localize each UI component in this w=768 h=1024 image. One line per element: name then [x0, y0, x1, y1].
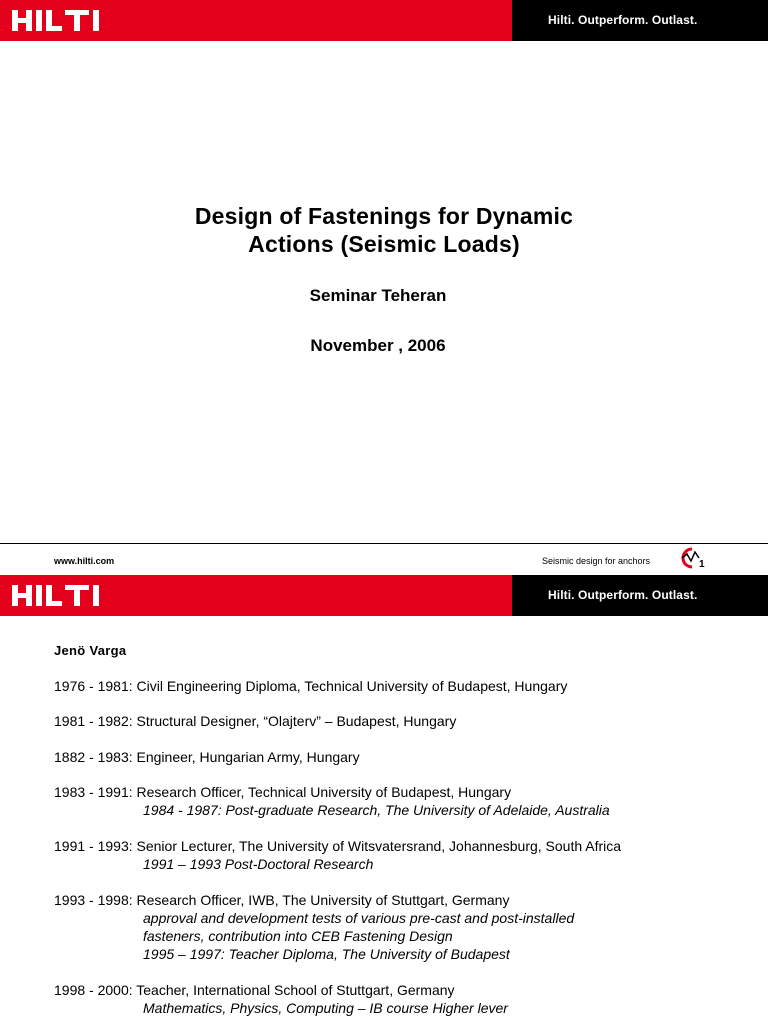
footer-divider: [0, 543, 768, 544]
cv-entry-detail: 1984 - 1987: Post-graduate Research, The University of Adelaide, Australia: [143, 802, 610, 818]
bio-slide: [0, 575, 768, 1024]
cv-entry: [54, 712, 456, 730]
page-number: 1: [699, 559, 705, 570]
cv-entry-detail: fasteners, contribution into CEB Fastening Design: [143, 928, 453, 944]
brand-slogan: Hilti. Outperform. Outlast.: [548, 13, 698, 27]
slide-subtitle: Seminar Teheran: [309, 286, 447, 305]
footer-topic: Seismic design for anchors: [542, 556, 651, 566]
header-red-band: [0, 575, 512, 616]
cv-entry-line: 1998 - 2000: Teacher, International School of Stuttgart, Germany: [54, 982, 455, 998]
hilti-logo-icon: [12, 583, 112, 608]
cv-entry-detail: 1991 – 1993 Post-Doctoral Research: [143, 856, 374, 872]
cv-entry-line: 1993 - 1998: Research Officer, IWB, The University of Stuttgart, Germany: [54, 892, 510, 908]
slide-header: [0, 0, 768, 41]
cv-entry-line: 1983 - 1991: Research Officer, Technical University of Budapest, Hungary: [54, 784, 512, 800]
cv-entry: [54, 891, 574, 963]
cv-entry: [54, 837, 621, 873]
cv-entry: [54, 748, 360, 766]
slide-title: [0, 202, 768, 258]
seismic-mark-icon: [678, 546, 708, 570]
cv-entry: [54, 981, 508, 1017]
hilti-logo-icon: [12, 8, 112, 33]
brand-slogan: Hilti. Outperform. Outlast.: [548, 588, 698, 602]
cv-entry-detail: Mathematics, Physics, Computing – IB course Higher lever: [143, 1000, 508, 1016]
slide-date: November , 2006: [310, 336, 446, 355]
cv-entry-line: 1981 - 1982: Structural Designer, “Olajterv” – Budapest, Hungary: [54, 713, 457, 729]
person-name: Jenö Varga: [54, 643, 127, 658]
header-red-band: [0, 0, 512, 41]
title-line-2: Actions (Seismic Loads): [248, 231, 520, 257]
cv-entry: [54, 677, 567, 695]
cv-entry: [54, 783, 610, 819]
slide-header: [0, 575, 768, 616]
cv-entry-line: 1882 - 1983: Engineer, Hungarian Army, Hungary: [54, 749, 360, 765]
cv-entry-line: 1976 - 1981: Civil Engineering Diploma, Technical University of Budapest, Hungary: [54, 678, 568, 694]
cv-entry-detail: 1995 – 1997: Teacher Diploma, The University of Budapest: [143, 946, 510, 962]
footer-url: www.hilti.com: [54, 556, 115, 566]
cv-entry-detail: approval and development tests of various pre-cast and post-installed: [143, 910, 575, 926]
title-line-1: Design of Fastenings for Dynamic: [194, 203, 574, 229]
cv-entry-line: 1991 - 1993: Senior Lecturer, The University of Witsvatersrand, Johannesburg, South Africa: [54, 838, 622, 854]
